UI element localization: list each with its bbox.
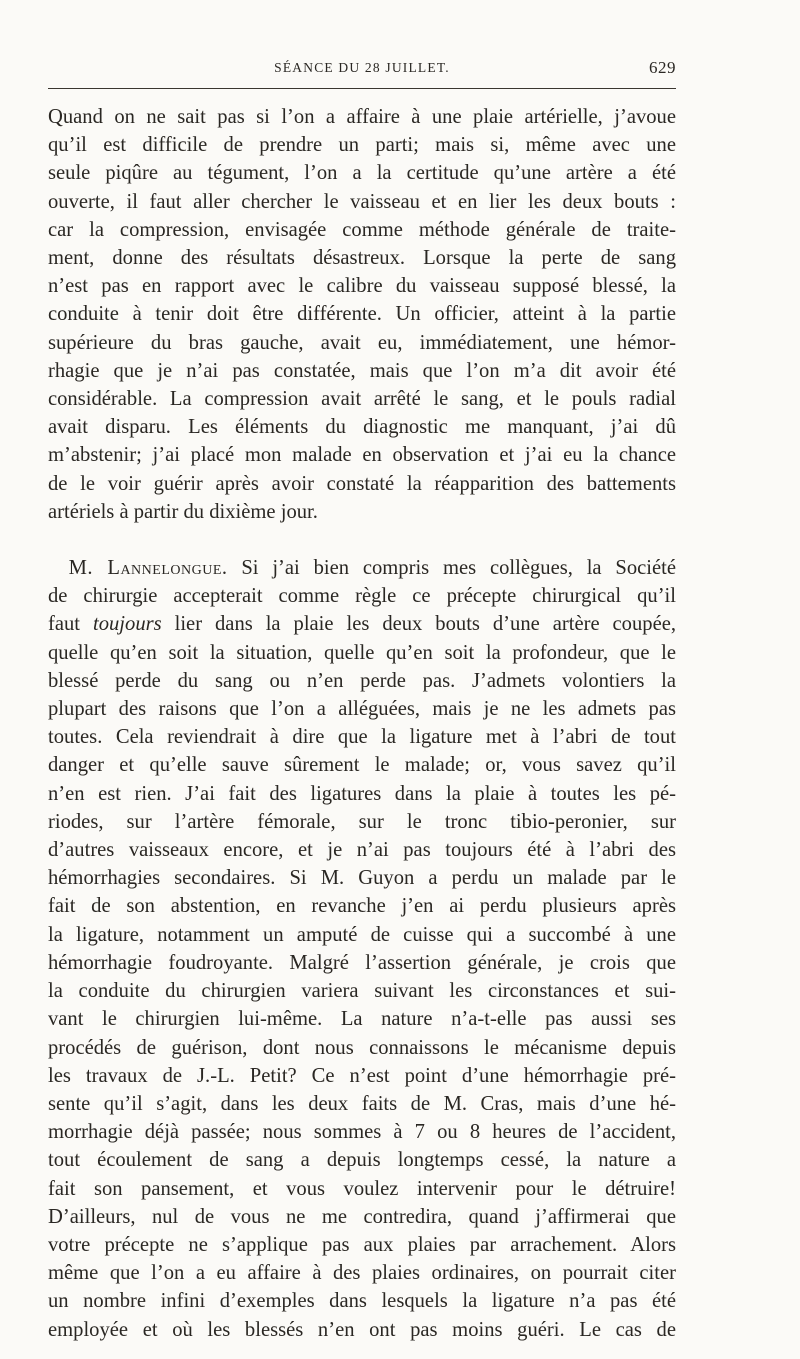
text-line: ment, donne des résultats désastreux. Lorsque la perte de sang — [48, 247, 676, 270]
text-line: artériels à partir du dixième jour. — [48, 500, 318, 523]
text-line: considérable. La compression avait arrêté le sang, et le pouls radial — [48, 388, 676, 411]
text-line: avait disparu. Les éléments du diagnostic me manquant, j’ai dû — [48, 416, 676, 439]
text-line: votre précepte ne s’applique pas aux plaies par arrachement. Alors — [48, 1233, 676, 1256]
text-line: conduite à tenir doit être différente. Un officier, atteint à la partie — [48, 303, 676, 326]
running-title: SÉANCE DU 28 JUILLET. — [274, 60, 450, 75]
text-line: rhagie que je n’ai pas constatée, mais que l’on m’a dit avoir été — [48, 359, 676, 382]
text-line: danger et qu’elle sauve sûrement le malade; or, vous savez qu’il — [48, 754, 676, 777]
paragraph-2 — [48, 554, 676, 1344]
text-line: plupart des raisons que l’on a alléguées, mais je ne les admets pas — [48, 698, 676, 721]
text-line: la conduite du chirurgien variera suivant les circonstances et sui- — [48, 980, 676, 1003]
text-line: fait de son abstention, en revanche j’en ai perdu plusieurs après — [48, 895, 676, 918]
text-line: car la compression, envisagée comme méthode générale de traite- — [48, 218, 676, 241]
text-line: vant le chirurgien lui-même. La nature n’a-t-elle pas aussi ses — [48, 1008, 676, 1031]
text-line: supérieure du bras gauche, avait eu, immédiatement, une hémor- — [48, 331, 676, 354]
text-line: qu’il est difficile de prendre un parti; mais si, même avec une — [48, 134, 676, 157]
page-number: 629 — [649, 58, 676, 77]
text-line: m’abstenir; j’ai placé mon malade en observation et j’ai eu la chance — [48, 444, 676, 467]
header-rule — [48, 88, 676, 89]
text-line: blessé perde du sang ou n’en perde pas. J’admets volontiers la — [48, 669, 676, 692]
text-line: Quand on ne sait pas si l’on a affaire à une plaie artérielle, j’avoue — [48, 106, 676, 128]
text-line — [48, 554, 676, 582]
speaker-name: M. Lannelongue. — [68, 557, 228, 580]
text-line: n’est pas en rapport avec le calibre du vaisseau supposé blessé, la — [48, 275, 676, 298]
text-run: faut — [48, 613, 93, 636]
text-line: hémorrhagies secondaires. Si M. Guyon a perdu un malade par le — [48, 867, 676, 890]
text-line: de chirurgie accepterait comme règle ce précepte chirurgical qu’il — [48, 585, 676, 608]
text-line: employée et où les blessés n’en ont pas moins guéri. Le cas de — [48, 1318, 676, 1341]
text-line: de le voir guérir après avoir constaté la réapparition des battements — [48, 472, 676, 495]
text-line: ouverte, il faut aller chercher le vaisseau et en lier les deux bouts : — [48, 190, 676, 213]
text-line: même que l’on a eu affaire à des plaies ordinaires, on pourrait citer — [48, 1262, 676, 1285]
book-page — [48, 58, 676, 1344]
text-line: n’en est rien. J’ai fait des ligatures dans la plaie à toutes les pé- — [48, 782, 676, 805]
paragraph-1 — [48, 103, 676, 526]
emphasis-text: toujours — [92, 613, 162, 636]
text-line: procédés de guérison, dont nous connaissons le mécanisme depuis — [48, 1036, 676, 1059]
text-line: quelle qu’en soit la situation, quelle qu’en soit la profondeur, que le — [48, 641, 676, 664]
text-line: fait son pansement, et vous voulez intervenir pour le détruire! — [48, 1177, 676, 1200]
text-line: tout écoulement de sang a depuis longtemps cessé, la nature a — [48, 1149, 676, 1172]
text-line: sente qu’il s’agit, dans les deux faits de M. Cras, mais d’une hé- — [48, 1092, 676, 1115]
text-line: D’ailleurs, nul de vous ne me contredira, quand j’affirmerai que — [48, 1205, 676, 1228]
running-header — [48, 58, 676, 84]
text-line: hémorrhagie foudroyante. Malgré l’assertion générale, je crois que — [48, 951, 676, 974]
text-line: morrhagie déjà passée; nous sommes à 7 ou 8 heures de l’accident, — [48, 1121, 676, 1144]
text-run: lier dans la plaie les deux bouts d’une artère coupée, — [161, 613, 676, 636]
text-line: un nombre infini d’exemples dans lesquels la ligature n’a pas été — [48, 1290, 676, 1313]
text-line: riodes, sur l’artère fémorale, sur le tronc tibio-peronier, sur — [48, 810, 676, 833]
text-line — [48, 610, 676, 638]
text-line: toutes. Cela reviendrait à dire que la ligature met à l’abri de tout — [48, 726, 676, 749]
text-line: d’autres vaisseaux encore, et je n’ai pas toujours été à l’abri des — [48, 839, 676, 862]
text-line: la ligature, notamment un amputé de cuisse qui a succombé à une — [48, 923, 676, 946]
text-line: seule piqûre au tégument, l’on a la certitude qu’une artère a été — [48, 162, 676, 185]
text-line: les travaux de J.-L. Petit? Ce n’est point d’une hémorrhagie pré- — [48, 1064, 676, 1087]
text-run: Si j’ai bien compris mes collègues, la Société — [227, 557, 676, 580]
